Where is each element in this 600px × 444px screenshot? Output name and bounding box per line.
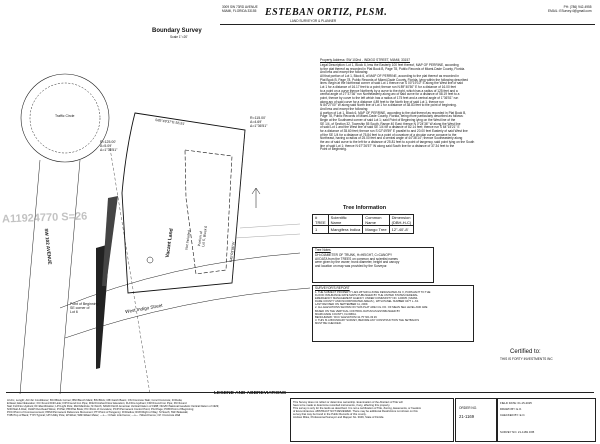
bearing-right: S45°03'06"W [228,241,236,263]
watermark: A11924770 S=26 [1,210,88,226]
excluded-portion [185,150,232,274]
road-curb-right [60,160,80,394]
curve-left-label: R=125.00' A=5.09' Δ=1°36'51" [100,140,118,152]
tree-table-header [313,215,414,226]
north-arrow-icon [252,188,260,208]
header-divider [220,24,595,25]
tree-col-scientific: Scientific Name [328,215,363,226]
firm-name: ESTEBAN ORTIZ, PLSM. [265,7,388,18]
tree-notes-title: Tree Notes [315,248,331,252]
sidewalk-wedge [102,196,118,286]
traffic-circle-outer [21,74,109,162]
drawn-by: DRAWN BY: E.O. [500,407,522,411]
portion-of-lot-label: Portion of Lot 5, Block 6 [197,225,209,248]
table-row [313,226,414,234]
surveyor-report-body: 1. THE SUBJECT PROPERTY LIES WITHIN A ZONE DESIGNATED AS X, PURSUANT TO THE FLOOD INSURANCE RATE MAPS PUBLISHED BY THE UNITED STATES FEDERAL EMERGENCY MANAGEMENT AGENCY UNDER COMMUNITY NO. 120635 ( MIAMI- DADE COUNTY AND INCORPORATED AREAS ), WITH PANEL NUMBER 0477 L. AS LAST REVISED ON SEPTEMBER 11, 2009. 2. ALL ELEVATIONS SHOWN ON THIS PLAT ARE N.G.V.D. OF MEAN SEA LEVEL AND ARE BASED ON THE VERTICAL CONTROL DATUM AS ESTABLISHED BY MIAMI-DADE COUNTY, FLORIDA. BENCHMARK: 'RCC' ELEVATION=11.75' ND-33 29 3. THIS IS A BOUNDARY SURVEY, BEFORE ANY CONSTRUCTION THE SETBACKS MUST BE CHECKED. [315,291,431,325]
checked-by: CHECKED BY: E.O. [500,413,526,417]
tree-notes-box [312,247,434,283]
setback-lines [235,224,300,238]
pob-label: Point of Beginning SE corner of Lot 6 [70,302,99,314]
order-number: 21-1169 [459,414,475,419]
drawing-title: Boundary Survey [152,28,202,34]
street-left-label: SW 102 AVENUE [43,228,53,265]
street-bottom-label: West Indigo Street [124,302,163,315]
tree-table [312,214,414,234]
job-info-box [497,398,596,442]
traffic-circle-inner [30,83,100,153]
notes-body: This Survey does not reflect or determine ownership. Examination of the Abstract of Title will have to be made to determine recorded instruments, if any, affecting this property. This survey is only for the lands as described. It is not a certification of Title, Zoning, Easements, or freedom of Encumbrances. ABSTRACT NOT REVIEWED. There may be additional Restrictions not shown on this survey that may be found in the Public Records of this county. Andrew Miles, Professional Surveyor and Mapper No. 3049, State of Florida [293,401,422,420]
tree-info-title: Tree Information [343,205,387,211]
surveyor-report-title: SURVEYOR'S REPORT [315,286,350,290]
road-line [110,148,150,394]
order-label: ORDER NO. [459,406,478,410]
drawing-scale: Scale 1"=20' [170,35,188,39]
order-box [455,398,497,442]
tree-cell-dimension: 12"-40'-8' [389,226,414,234]
road-curb-left [20,160,40,394]
circle-label: Traffic Circle [55,114,75,118]
legal-description: Legal Description: Lot 1, Block 6, less the Easterly 100 feet thereof, MAP OF PERRINE, according to the plat thereof as recorded in Plat Book B, Page 78, Public Records of Miami-Dade County, Florida. And less and except the following: All that portion of Lot 1, Block 6, of MAP OF PERRINE, according to the plat thereof as recorded in Plat Book B, Page 78, Public Records of Miami-Dade County, Florida, lying within the following described lines: Begin at the Northeast corner of said Lot 1 thence run S 00°19'10" E along the West line of said Lot 1 for a distance of 16.17 feet to a point; thence run N 89°40'50" E for a distance of 16.00 feet to a point on a curve thence Northerly by a curve to the right, which has a radius of 125 feet and a central angle of 27°37'36" run Northeasterly along arc of said curve for a distance of 58.19 feet to a point, thence by curve to the left which has a radius of 175 feet and a central angle of 1°36'51" run along arc of said curve for a distance 4.89 feet to the North line of said Lot 1, thence run N 84°27'00" W along said North line of Lot 1 for a distance of 38.83 feet to the point of beginning. And less and except the following: A portion of Lot 1, Block 6, MAP OF PERRINE, according to the plat thereof as recorded in Plat Book B, Page 78, Public Records of Miami-Dade County, Florida, being more particularly described as follows: Begin at the Southwest corner of said Lot 1; said Point of Beginning lying on the West line of the SE 1/4, of Section 32, Township 55 South, Range 40 East; thence N 0°24'36" W along the West line of said Lot 1 and the West line of said SE 1/4 for a distance of 82.14 feet; thence run S 64°15'21" E for a distance of 35.60 feet; thence run S 02°49'59" E parallel to and 20.00 feet Easterly of said West line of the SE 1/4 for a distance of 75.84 feet to a point of curvature of a circular curve concave to the Northeast, having a radius of 25.00 feet and a central angle of 44°36'14"; thence Southeasterly along the arc of said curve to the left for a distance of 25.81 feet to a point of tangency, said point lying on the South line of said Lot 1; thence N 67°26'57" W along said South line for a distance of 37.34 feet to the Point of Beginning. [320,63,475,152]
bearing-top: S85°49'37"E 56.91' [154,117,186,127]
legend-title: LEGEND AND ABBREVIATIONS [213,391,287,396]
legend-box [6,398,286,440]
tree-cell-scientific: Mangifera Indica [328,226,363,234]
tree-marker [147,257,153,263]
legend-body: A=Arc, Length; AC=Air Conditioner; BC=Block Corner; BM=Bench Mark; BS=Brick; CB=Catch Basin; CS=Concrete Slab; Conc=Concrete; D=Delta; E=East; Elev=Elevation; FC=Found Drill Hole; FIP=Found Iron Pipe; FFE=Finished Floor Elevation; FH=Fire Hydrant; FIR=Found Iron Pipe; FN=Found Nail; FH=Fire Hydrant; ID=Identification; LP=Light Pole; MH=Manhole; N=North; NAVD=North American Vertical Datum of 1988; NGVD=National Geodetic Vertical Datum of 1929; N/D=Nail & Disk; OHW=Overhead Wires; P=Plat; PB=Plat Book; PC=Point of Curvature; PCP=Permanent Control Point; PG=Page; POB=Point of Beginning; POC=Point of Commencement; PRM=Permanent Reference Monument; PT=Point of Tangency; R=Radius; R/W=Right of Way; S=South; SW=Sidewalk; TOB=Top of Bank; TYP=Typical; UP=Utility Pole; W=West; WM=Water Meter; ---x--- =Chain Link Fence; ---o--- =Wood Fence; ///// =Concrete Wall [7,399,219,418]
curve-right-label: R=115.00' A=4.69' Δ=1°36'51" [250,116,268,128]
parcel-label-vacant: Vacant Land [164,227,175,259]
certified-value: THIS IS FORTY INVESTMENTS INC [500,357,553,361]
firm-subtitle: LAND SURVEYOR & PLANNER [290,19,337,23]
notes-box [290,398,454,442]
certified-label: Certified to: [510,349,541,355]
parcel-label-not-included: Not Included [184,229,192,251]
survey-number: SURVEY NO. 21-1169 JOB [500,430,535,434]
tree-col-number: # TREE [313,215,329,226]
property-address: Property Address: SW 102nd - INDIGO STREET, MIAMI, 33157 [320,58,410,62]
tree-notes-body: DH=DIAMETER OF TRUNK, H=HEIGHT, C=CANOPY All DATA from the TREES on common and scientist names were given by the owner; trunk diameter, height and canopy and location on map was provided by the Surveyor. [315,253,400,269]
tree-cell-common: Mango Tree [363,226,389,234]
header-address: 3009 SW 73RD AVENUE MIAMI, FLORIDA 33155 [222,5,258,13]
tree-col-dimension: Dimension (DBH-H-C) [389,215,414,226]
parcel-boundary [122,113,245,293]
firm-contact: PH: (786) 942-4955 EMAIL: ESurvey.4@gmail.com [548,5,592,13]
tree-cell-number: 1 [313,226,329,234]
field-date: FIELD DATE: 01-15-2025 [500,401,532,405]
surveyor-report-box [312,285,474,342]
tree-col-common: Common Name [363,215,389,226]
